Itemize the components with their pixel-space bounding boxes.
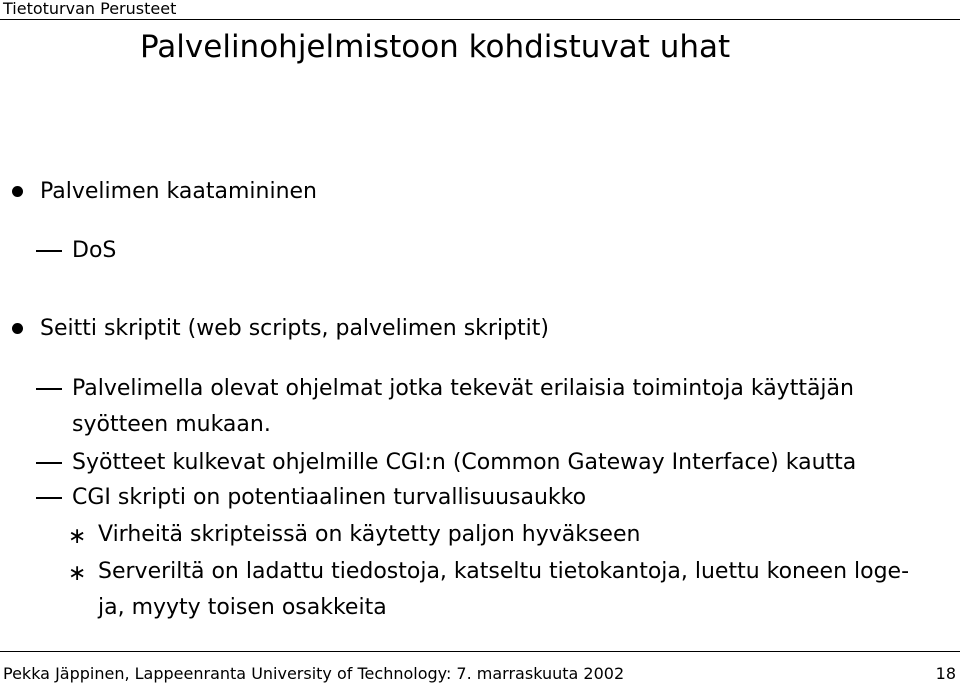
list-item-server-programs-line2: syötteen mukaan. [72, 412, 271, 437]
list-item-server-crash: Palvelimen kaatamininen [40, 179, 317, 204]
list-item-server-attacks-line1: Serveriltä on ladattu tiedostoja, katseltu tietokantoja, luettu koneen loge- [98, 559, 910, 584]
page-title: Palvelinohjelmistoon kohdistuvat uhat [140, 29, 731, 65]
dash-marker-icon [36, 388, 62, 390]
dash-marker-icon [36, 250, 62, 252]
dash-marker-icon [36, 497, 62, 499]
list-item-dos: DoS [72, 238, 117, 263]
page-number: 18 [935, 664, 956, 683]
bullet-dot-icon [12, 323, 23, 334]
footer-credit: Pekka Jäppinen, Lappeenranta University of Technology: 7. marraskuuta 2002 [3, 664, 625, 683]
footer-divider [0, 651, 960, 652]
bullet-dot-icon [12, 186, 23, 197]
list-item-web-scripts: Seitti skriptit (web scripts, palvelimen skriptit) [40, 316, 549, 341]
list-item-server-attacks-line2: ja, myyty toisen osakkeita [98, 595, 387, 620]
list-item-cgi-input: Syötteet kulkevat ohjelmille CGI:n (Common Gateway Interface) kautta [72, 450, 857, 475]
header-divider [0, 19, 960, 20]
list-item-script-errors: Virheitä skripteissä on käytetty paljon hyväkseen [98, 522, 641, 547]
asterisk-marker-icon: ∗ [68, 524, 87, 549]
course-title: Tietoturvan Perusteet [3, 0, 177, 18]
list-item-server-programs-line1: Palvelimella olevat ohjelmat jotka tekevät erilaisia toimintoja käyttäjän [72, 376, 854, 401]
list-item-cgi-hole: CGI skripti on potentiaalinen turvallisuusaukko [72, 485, 587, 510]
dash-marker-icon [36, 462, 62, 464]
asterisk-marker-icon: ∗ [68, 561, 87, 586]
